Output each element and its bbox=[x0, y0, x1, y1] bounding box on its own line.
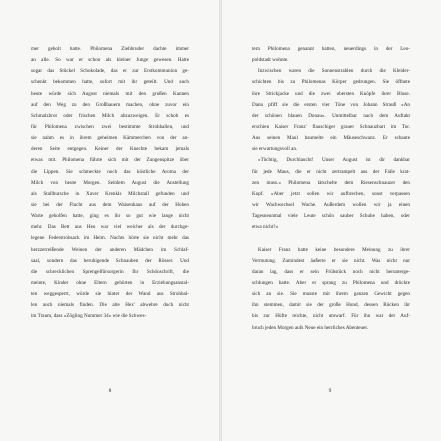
text-line: die schrecklichen Sprengelfürsorgerin Ihr Schönschrift, die bbox=[31, 268, 189, 275]
text-line: Dann pfiff sie die ersten vier Töne von Johann Strauß »An bbox=[252, 101, 410, 108]
text-line: poldstadt wohnte. bbox=[252, 57, 289, 64]
text-line: tern Philomena genannt hatten, neuerdings in der Leo- bbox=[252, 46, 410, 52]
text-line: Inzwischen waren die Sonnenstrahlen durch die Kleider- bbox=[258, 68, 410, 75]
right-page-number: 9 bbox=[328, 388, 332, 394]
text-line: len auch niemals finden. Die alte Hex' abwehre doch nicht bbox=[31, 302, 189, 309]
text-line: sich an sie. Sie musste mit ihrem ganzen Gewicht gegen bbox=[252, 291, 410, 298]
text-line: sie erwartungsvoll an. bbox=[252, 146, 298, 153]
text-line: Kopf. »Aber jetzt sollen wir aufbrechen, sonst verpassen bbox=[252, 190, 410, 197]
text-line: sogar das Stückel Schokolade, das er zur Erstkommunion ge- bbox=[31, 68, 189, 75]
text-line: ihn stemmen, damit sie der große Hund, dessen Rücken ihr bbox=[252, 302, 410, 309]
text-line: Kaiser Franz hatte keine besondere Meinung zu ihrer bbox=[258, 246, 410, 253]
text-line: meinte, Kinder ohne Eltern gehörten in Erziehungsanstal- bbox=[31, 279, 189, 286]
text-line bbox=[252, 233, 410, 244]
text-line: für Philomena zwischen zwei bestimmte Strohballen, und bbox=[31, 123, 189, 130]
text-line: etwas mit. Philomena führte sich mit der Zungenspitze über bbox=[31, 157, 189, 164]
text-line: ten weggesperrt, würde sie hinter der Wand aus Strohbal- bbox=[31, 291, 189, 298]
text-line: der schönen blauen Donau«. Unmittelbar nach dem Auftakt bbox=[252, 112, 410, 119]
text-line: Milch von heute Morgen. Seitdem August die Anstellung bbox=[31, 179, 189, 186]
text-line: zen muss.« Philomena tätschelte dem Riesenschnauzer den bbox=[252, 179, 410, 186]
text-line: schlungen hatte. Aber er sprang zu Philomena und drückte bbox=[252, 279, 410, 286]
text-line: etwa nicht?« bbox=[252, 224, 279, 231]
text-line: schenkt bekommen hatte, sofort mit ihr geteilt. Und auch bbox=[31, 79, 189, 86]
text-line: sie nahm es in ihrem geheimen Kämmerchen von der an- bbox=[31, 135, 189, 142]
text-line: als Stallbursche in Xaver Krenkls Milchstall gefunden und bbox=[31, 190, 189, 197]
text-line: Warte geholfen hatte, ging es ihr so gut wie lange nicht bbox=[31, 213, 189, 220]
text-line: saal, sondern das beruhigende Schnauben der Rösser. Und bbox=[31, 257, 189, 264]
text-line: sie bei der Flucht aus dem Waisenhaus auf der Hohen bbox=[31, 201, 189, 208]
text-line: Schmalzbrot oder frischen Milch abzuzweigen. Er schob es bbox=[31, 112, 189, 119]
text-line: im Traum, dass »Zögling Nummer 34« wie die Schwes- bbox=[31, 313, 147, 320]
text-line: bis zur Hüfte reichte, nicht umwarf. Für ihn war der Auf- bbox=[252, 313, 410, 320]
text-line: wir Wachwechsel Wache. Außerdem wollen wir ja einen bbox=[252, 201, 410, 208]
text-line: mehr. Das Bett aus Heu war viel weicher als der durchge- bbox=[31, 224, 189, 231]
text-line: Vermutung. Zumindest äußerte er sie nicht. Was nicht nur bbox=[252, 257, 410, 264]
text-line: mer geholt hatte. Philomena Ziehbruder dachte immer bbox=[31, 46, 189, 52]
text-line: legene Federstrohsack im Heim. Nachts hörte sie nicht mehr das bbox=[31, 235, 189, 242]
text-line: bruch jeden Morgen aufs Neue ein herrliches Abenteuer. bbox=[252, 324, 369, 331]
text-line: erschien Kaiser Franz' flauschiger grauer Schnauzbart im Tor. bbox=[252, 123, 410, 130]
text-line: herzzerreißende Weinen der anderen Mädchen im Schlaf- bbox=[31, 246, 189, 253]
text-line: auf den Weg zu den Großbauern machen, ohne zuvor ein bbox=[31, 101, 189, 108]
text-line: heute würde sich August niemals mit den großen Kannen bbox=[31, 90, 189, 97]
text-line: ihre Strickjacke und die zwei obersten Knöpfe ihrer Bluse. bbox=[252, 90, 410, 97]
left-page-number: 8 bbox=[108, 388, 112, 394]
text-line: schichten bis zu Philomenas Körper gedrungen. Sie öffnete bbox=[252, 79, 410, 86]
text-line: Tagesneunmal viele Leute schön sauber Schuhe haben, oder bbox=[252, 213, 410, 220]
left-page-text bbox=[31, 44, 189, 323]
text-line: Aus seinen Maul baumelte ein Mäuseschwanz. Er schaute bbox=[252, 135, 410, 142]
text-line: daran lag, dass er sein Frühstück noch nicht herunterge- bbox=[252, 268, 410, 275]
text-line: an alle. So war er schon als kleiner Junge gewesen. Hatte bbox=[31, 57, 189, 64]
right-page-text bbox=[252, 44, 410, 334]
text-line: deren Seite entgegen. Keiner der Knechte bekam jemals bbox=[31, 146, 189, 153]
text-line: die Lippen. Sie schmeckte noch das köstliche Aroma der bbox=[31, 168, 189, 175]
text-line: für jede Maus, die er nicht zertrampelt aus der Falle krat- bbox=[252, 168, 410, 175]
text-line: »Tüchtig, Durchlaucht! Unser August ist dir dankbar bbox=[258, 157, 410, 164]
